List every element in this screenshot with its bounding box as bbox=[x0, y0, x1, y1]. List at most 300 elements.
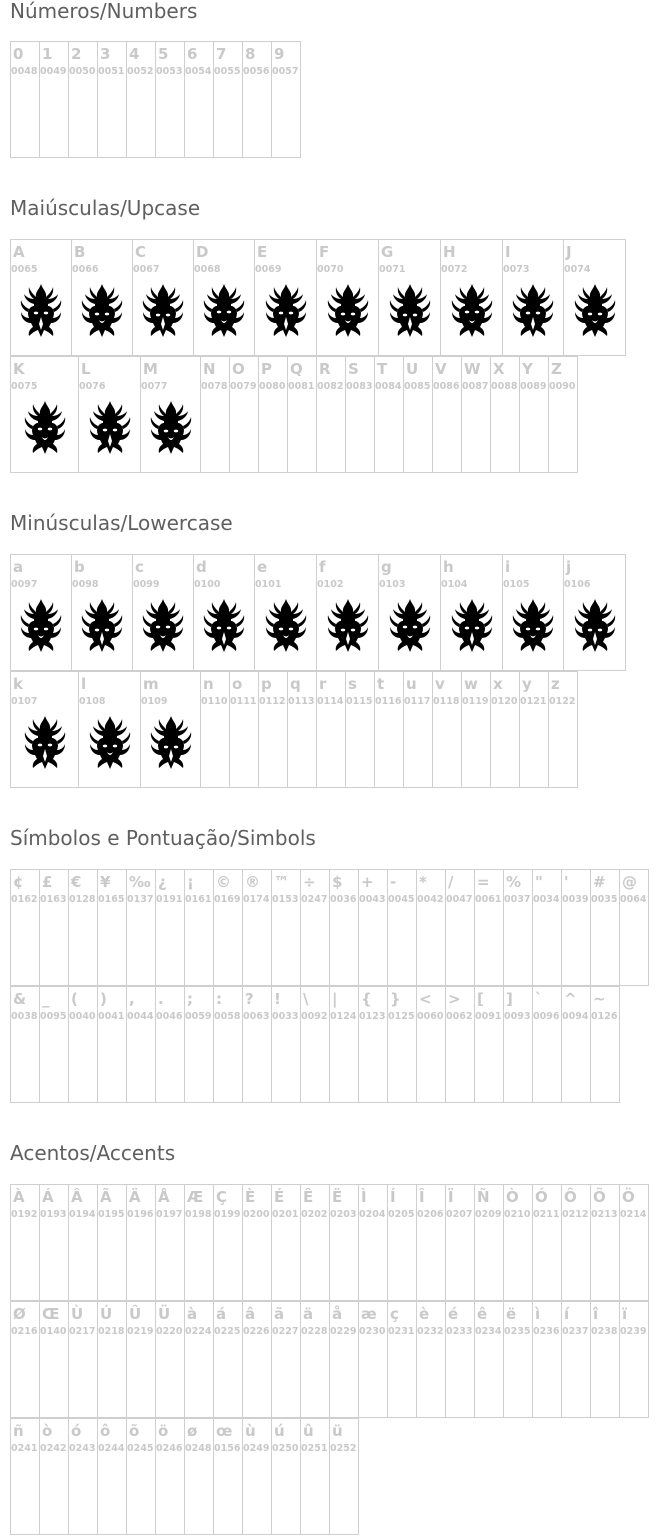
glyph-cell bbox=[358, 869, 388, 986]
glyph-character: { bbox=[361, 990, 372, 1008]
glyph-cell bbox=[440, 554, 503, 671]
tribal-glyph-icon bbox=[142, 597, 184, 653]
glyph-character: € bbox=[71, 873, 82, 891]
glyph-character: : bbox=[216, 990, 222, 1008]
glyph-cell bbox=[39, 1301, 69, 1418]
tribal-glyph-icon bbox=[24, 714, 66, 770]
glyph-character: B bbox=[74, 243, 86, 261]
glyph-code: 0214 bbox=[620, 1209, 647, 1220]
tribal-glyph-icon bbox=[574, 282, 616, 338]
glyph-code: 0096 bbox=[533, 1011, 560, 1022]
glyph-code: 0165 bbox=[98, 894, 125, 905]
glyph-cell bbox=[200, 356, 230, 473]
glyph-cell bbox=[10, 554, 72, 671]
glyph-cell bbox=[132, 554, 194, 671]
glyph-code: 0249 bbox=[243, 1443, 270, 1454]
glyph-cell bbox=[358, 1184, 388, 1301]
glyph-code: 0099 bbox=[133, 579, 160, 590]
glyph-cell bbox=[10, 1184, 40, 1301]
glyph-code: 0201 bbox=[272, 1209, 299, 1220]
glyph-character: á bbox=[216, 1305, 227, 1323]
glyph-cell bbox=[155, 869, 185, 986]
glyph-code: 0052 bbox=[127, 66, 154, 77]
glyph-character: ì bbox=[535, 1305, 541, 1323]
glyph-code: 0041 bbox=[98, 1011, 125, 1022]
glyph-character: R bbox=[319, 360, 331, 378]
section-title-symbols: Símbolos e Pontuação/Simbols bbox=[10, 826, 316, 850]
glyph-code: 0120 bbox=[491, 696, 518, 707]
glyph-cell bbox=[184, 1301, 214, 1418]
glyph-character: £ bbox=[42, 873, 53, 891]
glyph-character: è bbox=[419, 1305, 430, 1323]
glyph-character: . bbox=[158, 990, 164, 1008]
glyph-cell bbox=[548, 671, 578, 788]
glyph-code: 0051 bbox=[98, 66, 125, 77]
glyph-code: 0058 bbox=[214, 1011, 241, 1022]
glyph-character: Ä bbox=[129, 1188, 141, 1206]
glyph-code: 0211 bbox=[533, 1209, 560, 1220]
glyph-cell bbox=[329, 1184, 359, 1301]
glyph-character: É bbox=[274, 1188, 285, 1206]
glyph-code: 0104 bbox=[441, 579, 468, 590]
glyph-cell bbox=[561, 1184, 591, 1301]
glyph-code: 0196 bbox=[127, 1209, 154, 1220]
glyph-code: 0236 bbox=[533, 1326, 560, 1337]
glyph-character: w bbox=[464, 675, 478, 693]
glyph-code: 0209 bbox=[475, 1209, 502, 1220]
glyph-character: Ã bbox=[100, 1188, 112, 1206]
glyph-character: t bbox=[377, 675, 385, 693]
lowercase-grid-row bbox=[10, 554, 626, 671]
glyph-character: L bbox=[81, 360, 91, 378]
glyph-character: È bbox=[245, 1188, 256, 1206]
glyph-character: û bbox=[303, 1422, 314, 1440]
glyph-cell bbox=[461, 671, 491, 788]
glyph-code: 0118 bbox=[433, 696, 460, 707]
tribal-glyph-icon bbox=[203, 282, 245, 338]
glyph-code: 0162 bbox=[11, 894, 38, 905]
glyph-character: å bbox=[332, 1305, 343, 1323]
glyph-code: 0119 bbox=[462, 696, 489, 707]
glyph-character: Ú bbox=[100, 1305, 113, 1323]
glyph-code: 0100 bbox=[194, 579, 221, 590]
glyph-character: g bbox=[381, 558, 392, 576]
glyph-code: 0235 bbox=[504, 1326, 531, 1337]
glyph-code: 0203 bbox=[330, 1209, 357, 1220]
glyph-character: Ê bbox=[303, 1188, 314, 1206]
glyph-character: z bbox=[551, 675, 560, 693]
glyph-code: 0095 bbox=[40, 1011, 67, 1022]
glyph-cell bbox=[155, 986, 185, 1103]
glyph-code: 0220 bbox=[156, 1326, 183, 1337]
glyph-character: Z bbox=[551, 360, 562, 378]
glyph-cell bbox=[300, 1301, 330, 1418]
glyph-code: 0103 bbox=[379, 579, 406, 590]
glyph-cell bbox=[97, 1418, 127, 1535]
glyph-code: 0207 bbox=[446, 1209, 473, 1220]
glyph-cell bbox=[10, 986, 40, 1103]
glyph-code: 0059 bbox=[185, 1011, 212, 1022]
glyph-cell bbox=[97, 41, 127, 158]
glyph-code: 0114 bbox=[317, 696, 344, 707]
accents-grid-row bbox=[10, 1184, 649, 1301]
glyph-code: 0068 bbox=[194, 264, 221, 275]
glyph-character: r bbox=[319, 675, 327, 693]
glyph-character: ‰ bbox=[129, 873, 151, 891]
glyph-character: Ø bbox=[13, 1305, 26, 1323]
glyph-code: 0195 bbox=[98, 1209, 125, 1220]
glyph-code: 0084 bbox=[375, 381, 402, 392]
glyph-cell bbox=[193, 239, 255, 356]
tribal-glyph-icon bbox=[512, 597, 554, 653]
glyph-cell bbox=[213, 41, 243, 158]
glyph-character: n bbox=[203, 675, 214, 693]
glyph-cell bbox=[619, 1184, 649, 1301]
glyph-character: 6 bbox=[187, 45, 198, 63]
tribal-glyph-icon bbox=[451, 597, 493, 653]
glyph-character: h bbox=[443, 558, 454, 576]
glyph-cell bbox=[10, 869, 40, 986]
glyph-cell bbox=[10, 41, 40, 158]
glyph-character: Y bbox=[522, 360, 533, 378]
glyph-code: 0049 bbox=[40, 66, 67, 77]
glyph-character: C bbox=[135, 243, 147, 261]
glyph-character: @ bbox=[622, 873, 637, 891]
glyph-character: [ bbox=[477, 990, 484, 1008]
glyph-character: ä bbox=[303, 1305, 314, 1323]
glyph-code: 0241 bbox=[11, 1443, 38, 1454]
glyph-cell bbox=[358, 986, 388, 1103]
glyph-cell bbox=[345, 356, 375, 473]
glyph-character: Í bbox=[390, 1188, 396, 1206]
glyph-character: P bbox=[261, 360, 272, 378]
glyph-character: ¥ bbox=[100, 873, 111, 891]
glyph-cell bbox=[271, 1418, 301, 1535]
glyph-code: 0161 bbox=[185, 894, 212, 905]
glyph-character: ¡ bbox=[187, 873, 194, 891]
glyph-character: X bbox=[493, 360, 505, 378]
glyph-cell bbox=[213, 986, 243, 1103]
glyph-cell bbox=[126, 1418, 156, 1535]
glyph-character: j bbox=[566, 558, 572, 576]
glyph-character: D bbox=[196, 243, 209, 261]
glyph-character: ! bbox=[274, 990, 281, 1008]
glyph-character: , bbox=[129, 990, 135, 1008]
glyph-code: 0048 bbox=[11, 66, 38, 77]
glyph-cell bbox=[97, 869, 127, 986]
symbols-grid-row bbox=[10, 869, 649, 986]
glyph-cell bbox=[445, 1184, 475, 1301]
glyph-character: % bbox=[506, 873, 522, 891]
glyph-character: v bbox=[435, 675, 445, 693]
glyph-character: E bbox=[257, 243, 268, 261]
glyph-character: Ç bbox=[216, 1188, 228, 1206]
glyph-cell bbox=[242, 1184, 272, 1301]
glyph-cell bbox=[503, 1301, 533, 1418]
glyph-cell bbox=[242, 1418, 272, 1535]
glyph-character: 4 bbox=[129, 45, 140, 63]
glyph-cell bbox=[68, 986, 98, 1103]
glyph-cell bbox=[213, 869, 243, 986]
glyph-cell bbox=[519, 356, 549, 473]
glyph-cell bbox=[316, 554, 379, 671]
glyph-code: 0226 bbox=[243, 1326, 270, 1337]
glyph-code: 0046 bbox=[156, 1011, 183, 1022]
glyph-cell bbox=[329, 986, 359, 1103]
glyph-cell bbox=[68, 1418, 98, 1535]
glyph-code: 0088 bbox=[491, 381, 518, 392]
glyph-character: ; bbox=[187, 990, 193, 1008]
glyph-cell bbox=[503, 986, 533, 1103]
glyph-code: 0036 bbox=[330, 894, 357, 905]
glyph-code: 0065 bbox=[11, 264, 38, 275]
glyph-cell bbox=[300, 869, 330, 986]
glyph-code: 0232 bbox=[417, 1326, 444, 1337]
glyph-cell bbox=[358, 1301, 388, 1418]
glyph-code: 0238 bbox=[591, 1326, 618, 1337]
glyph-code: 0067 bbox=[133, 264, 160, 275]
glyph-cell bbox=[39, 1418, 69, 1535]
glyph-code: 0081 bbox=[288, 381, 315, 392]
glyph-cell bbox=[590, 1184, 620, 1301]
glyph-character: > bbox=[448, 990, 461, 1008]
glyph-code: 0234 bbox=[475, 1326, 502, 1337]
glyph-character: Ì bbox=[361, 1188, 367, 1206]
glyph-cell bbox=[329, 1301, 359, 1418]
glyph-character: © bbox=[216, 873, 231, 891]
glyph-character: s bbox=[348, 675, 357, 693]
glyph-cell bbox=[461, 356, 491, 473]
glyph-character: ¿ bbox=[158, 873, 167, 891]
glyph-character: m bbox=[143, 675, 159, 693]
glyph-code: 0128 bbox=[69, 894, 96, 905]
glyph-character: ë bbox=[506, 1305, 517, 1323]
glyph-character: J bbox=[566, 243, 572, 261]
glyph-code: 0227 bbox=[272, 1326, 299, 1337]
glyph-character: Õ bbox=[593, 1188, 606, 1206]
glyph-code: 0087 bbox=[462, 381, 489, 392]
glyph-code: 0050 bbox=[69, 66, 96, 77]
glyph-code: 0053 bbox=[156, 66, 183, 77]
glyph-code: 0125 bbox=[388, 1011, 415, 1022]
glyph-character: H bbox=[443, 243, 456, 261]
accents-grid-row bbox=[10, 1418, 359, 1535]
glyph-cell bbox=[403, 671, 433, 788]
tribal-glyph-icon bbox=[150, 399, 192, 455]
glyph-cell bbox=[39, 41, 69, 158]
glyph-cell bbox=[590, 1301, 620, 1418]
glyph-character: x bbox=[493, 675, 503, 693]
glyph-code: 0126 bbox=[591, 1011, 618, 1022]
glyph-character: y bbox=[522, 675, 532, 693]
glyph-code: 0251 bbox=[301, 1443, 328, 1454]
glyph-cell bbox=[474, 1301, 504, 1418]
glyph-code: 0245 bbox=[127, 1443, 154, 1454]
glyph-code: 0091 bbox=[475, 1011, 502, 1022]
glyph-code: 0033 bbox=[272, 1011, 299, 1022]
glyph-character: ? bbox=[245, 990, 254, 1008]
glyph-character: 9 bbox=[274, 45, 285, 63]
glyph-cell bbox=[242, 41, 272, 158]
glyph-code: 0250 bbox=[272, 1443, 299, 1454]
glyph-cell bbox=[416, 1184, 446, 1301]
glyph-cell bbox=[374, 671, 404, 788]
glyph-code: 0093 bbox=[504, 1011, 531, 1022]
glyph-character: S bbox=[348, 360, 359, 378]
glyph-character: ® bbox=[245, 873, 260, 891]
glyph-cell bbox=[432, 356, 462, 473]
glyph-cell bbox=[503, 1184, 533, 1301]
glyph-character: o bbox=[232, 675, 243, 693]
glyph-character: - bbox=[390, 873, 397, 891]
glyph-code: 0113 bbox=[288, 696, 315, 707]
glyph-cell bbox=[532, 869, 562, 986]
glyph-cell bbox=[126, 1301, 156, 1418]
glyph-cell bbox=[440, 239, 503, 356]
glyph-code: 0244 bbox=[98, 1443, 125, 1454]
glyph-cell bbox=[271, 1184, 301, 1301]
glyph-character: 2 bbox=[71, 45, 82, 63]
glyph-code: 0194 bbox=[69, 1209, 96, 1220]
glyph-character: ù bbox=[245, 1422, 256, 1440]
glyph-cell bbox=[184, 1418, 214, 1535]
glyph-character: Ü bbox=[158, 1305, 171, 1323]
glyph-cell bbox=[445, 1301, 475, 1418]
glyph-character: Ï bbox=[448, 1188, 454, 1206]
tribal-glyph-icon bbox=[512, 282, 554, 338]
glyph-code: 0061 bbox=[475, 894, 502, 905]
glyph-cell bbox=[387, 986, 417, 1103]
glyph-character: T bbox=[377, 360, 388, 378]
glyph-code: 0038 bbox=[11, 1011, 38, 1022]
glyph-character: ~ bbox=[593, 990, 606, 1008]
glyph-character: _ bbox=[42, 990, 50, 1008]
glyph-character: ã bbox=[274, 1305, 285, 1323]
glyph-cell bbox=[68, 41, 98, 158]
tribal-glyph-icon bbox=[89, 399, 131, 455]
glyph-cell bbox=[213, 1418, 243, 1535]
glyph-cell bbox=[140, 671, 201, 788]
glyph-character: Á bbox=[42, 1188, 54, 1206]
glyph-code: 0174 bbox=[243, 894, 270, 905]
glyph-cell bbox=[474, 986, 504, 1103]
glyph-code: 0137 bbox=[127, 894, 154, 905]
glyph-code: 0037 bbox=[504, 894, 531, 905]
glyph-cell bbox=[316, 671, 346, 788]
glyph-character: ö bbox=[158, 1422, 169, 1440]
glyph-code: 0204 bbox=[359, 1209, 386, 1220]
glyph-cell bbox=[10, 239, 72, 356]
glyph-cell bbox=[229, 671, 259, 788]
glyph-code: 0112 bbox=[259, 696, 286, 707]
glyph-code: 0122 bbox=[549, 696, 576, 707]
glyph-cell bbox=[490, 356, 520, 473]
glyph-character: ú bbox=[274, 1422, 285, 1440]
glyph-cell bbox=[258, 356, 288, 473]
glyph-character: ÷ bbox=[303, 873, 316, 891]
glyph-character: 0 bbox=[13, 45, 24, 63]
glyph-code: 0035 bbox=[591, 894, 618, 905]
glyph-code: 0102 bbox=[317, 579, 344, 590]
glyph-cell bbox=[254, 554, 317, 671]
glyph-code: 0239 bbox=[620, 1326, 647, 1337]
glyph-cell bbox=[519, 671, 549, 788]
glyph-code: 0242 bbox=[40, 1443, 67, 1454]
glyph-character: Û bbox=[129, 1305, 142, 1323]
glyph-cell bbox=[39, 869, 69, 986]
tribal-glyph-icon bbox=[265, 282, 307, 338]
glyph-code: 0228 bbox=[301, 1326, 328, 1337]
glyph-code: 0045 bbox=[388, 894, 415, 905]
glyph-cell bbox=[416, 986, 446, 1103]
tribal-glyph-icon bbox=[142, 282, 184, 338]
glyph-character: 8 bbox=[245, 45, 256, 63]
glyph-code: 0072 bbox=[441, 264, 468, 275]
glyph-code: 0200 bbox=[243, 1209, 270, 1220]
glyph-code: 0216 bbox=[11, 1326, 38, 1337]
glyph-cell bbox=[271, 1301, 301, 1418]
glyph-character: ê bbox=[477, 1305, 488, 1323]
glyph-code: 0156 bbox=[214, 1443, 241, 1454]
upcase-grid-row bbox=[10, 356, 578, 473]
glyph-code: 0191 bbox=[156, 894, 183, 905]
tribal-glyph-icon bbox=[81, 282, 123, 338]
glyph-cell bbox=[378, 554, 441, 671]
glyph-character: / bbox=[448, 873, 454, 891]
section-title-upcase: Maiúsculas/Upcase bbox=[10, 196, 201, 220]
glyph-code: 0064 bbox=[620, 894, 647, 905]
tribal-glyph-icon bbox=[89, 714, 131, 770]
glyph-code: 0217 bbox=[69, 1326, 96, 1337]
glyph-cell bbox=[287, 671, 317, 788]
glyph-character: 3 bbox=[100, 45, 111, 63]
glyph-character: õ bbox=[129, 1422, 140, 1440]
glyph-cell bbox=[271, 986, 301, 1103]
glyph-character: $ bbox=[332, 873, 343, 891]
glyph-code: 0107 bbox=[11, 696, 38, 707]
glyph-cell bbox=[200, 671, 230, 788]
glyph-code: 0197 bbox=[156, 1209, 183, 1220]
glyph-code: 0079 bbox=[230, 381, 257, 392]
glyph-code: 0237 bbox=[562, 1326, 589, 1337]
glyph-code: 0123 bbox=[359, 1011, 386, 1022]
glyph-character: Ù bbox=[71, 1305, 84, 1323]
glyph-character: a bbox=[13, 558, 24, 576]
upcase-grid-row bbox=[10, 239, 626, 356]
glyph-code: 0192 bbox=[11, 1209, 38, 1220]
glyph-code: 0210 bbox=[504, 1209, 531, 1220]
glyph-code: 0089 bbox=[520, 381, 547, 392]
glyph-code: 0106 bbox=[564, 579, 591, 590]
glyph-cell bbox=[213, 1184, 243, 1301]
glyph-code: 0063 bbox=[243, 1011, 270, 1022]
glyph-code: 0071 bbox=[379, 264, 406, 275]
glyph-character: | bbox=[332, 990, 338, 1008]
glyph-character: ™ bbox=[274, 873, 289, 891]
glyph-cell bbox=[316, 239, 379, 356]
glyph-character: q bbox=[290, 675, 301, 693]
glyph-code: 0198 bbox=[185, 1209, 212, 1220]
tribal-glyph-icon bbox=[24, 399, 66, 455]
glyph-character: ô bbox=[100, 1422, 111, 1440]
glyph-cell bbox=[78, 671, 141, 788]
glyph-code: 0082 bbox=[317, 381, 344, 392]
glyph-character: À bbox=[13, 1188, 25, 1206]
glyph-cell bbox=[184, 1184, 214, 1301]
section-title-accents: Acentos/Accents bbox=[10, 1141, 176, 1165]
glyph-character: Æ bbox=[187, 1188, 204, 1206]
glyph-cell bbox=[97, 1184, 127, 1301]
